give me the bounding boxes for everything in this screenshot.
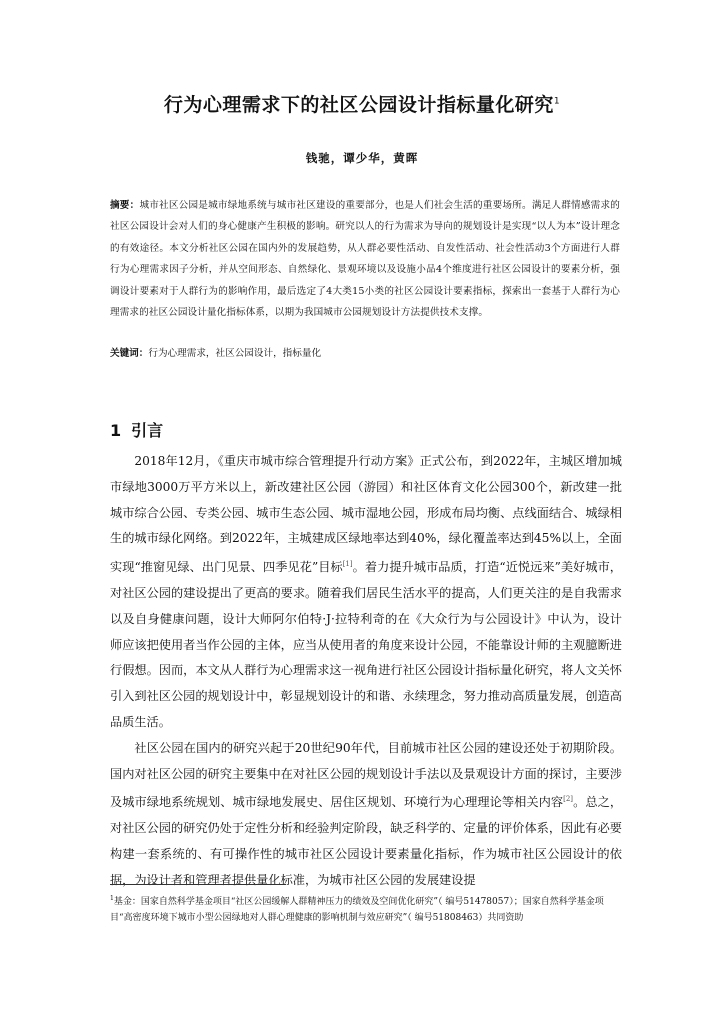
paragraph-1-part-1: 2018年12月，《重庆市城市综合管理提升行动方案》正式公布，到2022年，主城区增加城市绿地3000万平方米以上，新改建社区公园（游园）和社区体育文化公园300个，新改建一批城市综合公园、专类公园、城市生态公园、城市湿地公园，形成布局均衡、点线面结合、城绿相生的城市绿化网络。到2022年，主城建成区绿地率达到40%，绿化覆盖率达到45%以上，全面实现“推窗见绿、出门见景、四季见花”目标 <box>110 454 622 575</box>
paragraph-2 <box>110 736 622 894</box>
paper-title <box>0 90 724 117</box>
keywords-text: 行为心理需求，社区公园设计，指标量化 <box>148 348 322 359</box>
paragraph-2-part-2: 。总之，对社区公园的研究仍处于定性分析和经验判定阶段，缺乏科学的、定量的评价体系，因此有必要构建一套系统的、有可操作性的城市社区公园设计要素量化指标，作为城市社区公园设计的依据，为设计者和管理者提供量化标准，为城市社区公园的发展建设提 <box>110 795 623 887</box>
citation-1[interactable]: [1] <box>342 560 353 569</box>
abstract-label: 摘要： <box>110 200 140 211</box>
author-list: 钱驰，谭少华，黄晖 <box>305 151 419 165</box>
footnote-mark: 1 <box>110 895 114 902</box>
footnote <box>110 891 622 926</box>
abstract <box>110 195 620 323</box>
keywords-label: 关键词： <box>110 348 149 359</box>
section-title: 引言 <box>131 421 164 440</box>
section-body <box>110 449 622 894</box>
keywords <box>110 346 620 362</box>
footnote-text: 基金：国家自然科学基金项目“社区公园缓解人群精神压力的绩效及空间优化研究”（ 编号51478057）；国家自然科学基金项目“高密度环境下城市小型公园绿地对人群心理健康的影响机制与效应研究”（ 编号51808463）共同资助 <box>110 897 604 923</box>
paragraph-2-part-1: 社区公园在国内的研究兴起于20世纪90年代，目前城市社区公园的建设还处于初期阶段。国内对社区公园的研究主要集中在对社区公园的规划设计手法以及景观设计方面的探讨，主要涉及城市绿地系统规划、城市绿地发展史、居住区规划、环境行为心理理论等相关内容 <box>110 740 622 810</box>
paper-title-text: 行为心理需求下的社区公园设计指标量化研究 <box>163 94 554 116</box>
footnote-divider <box>110 884 286 885</box>
citation-2[interactable]: [2] <box>563 795 574 804</box>
title-footnote-mark: 1 <box>553 96 561 107</box>
paragraph-1 <box>110 449 622 736</box>
paragraph-1-part-2: 。着力提升城市品质，打造“近悦远来”美好城市，对社区公园的建设提出了更高的要求。随着我们居民生活水平的提高，人们更关注的是自我需求以及自身健康问题，设计大师阿尔伯特·J·拉特利奇的在《大众行为与公园设计》中认为，设计师应该把使用者当作公园的主体，应当从使用者的角度来设计公园，不能靠设计师的主观臆断进行假想。因而，本文从人群行为心理需求这一视角进行社区公园设计指标量化研究，将人文关怀引入到社区公园的规划设计中，彰显规划设计的和谐、永续理念，努力推动高质量发展，创造高品质生活。 <box>110 560 622 730</box>
section-heading <box>110 418 163 441</box>
abstract-text: 城市社区公园是城市绿地系统与城市社区建设的重要部分，也是人们社会生活的重要场所。满足人群情感需求的社区公园设计会对人们的身心健康产生积极的影响。研究以人的行为需求为导向的规划设计是实现“以人为本”设计理念的有效途径。本文分析社区公园在国内外的发展趋势，从人群必要性活动、自发性活动、社会性活动3个方面进行人群行为心理需求因子分析，并从空间形态、自然绿化、景观环境以及设施小品4个维度进行社区公园设计的要素分析，强调设计要素对于人群行为的影响作用，最后选定了4大类15小类的社区公园设计要素指标，探索出一套基于人群行为心理需求的社区公园设计量化指标体系，以期为我国城市公园规划设计方法提供技术支撑。 <box>110 200 620 319</box>
section-number: 1 <box>110 421 122 440</box>
